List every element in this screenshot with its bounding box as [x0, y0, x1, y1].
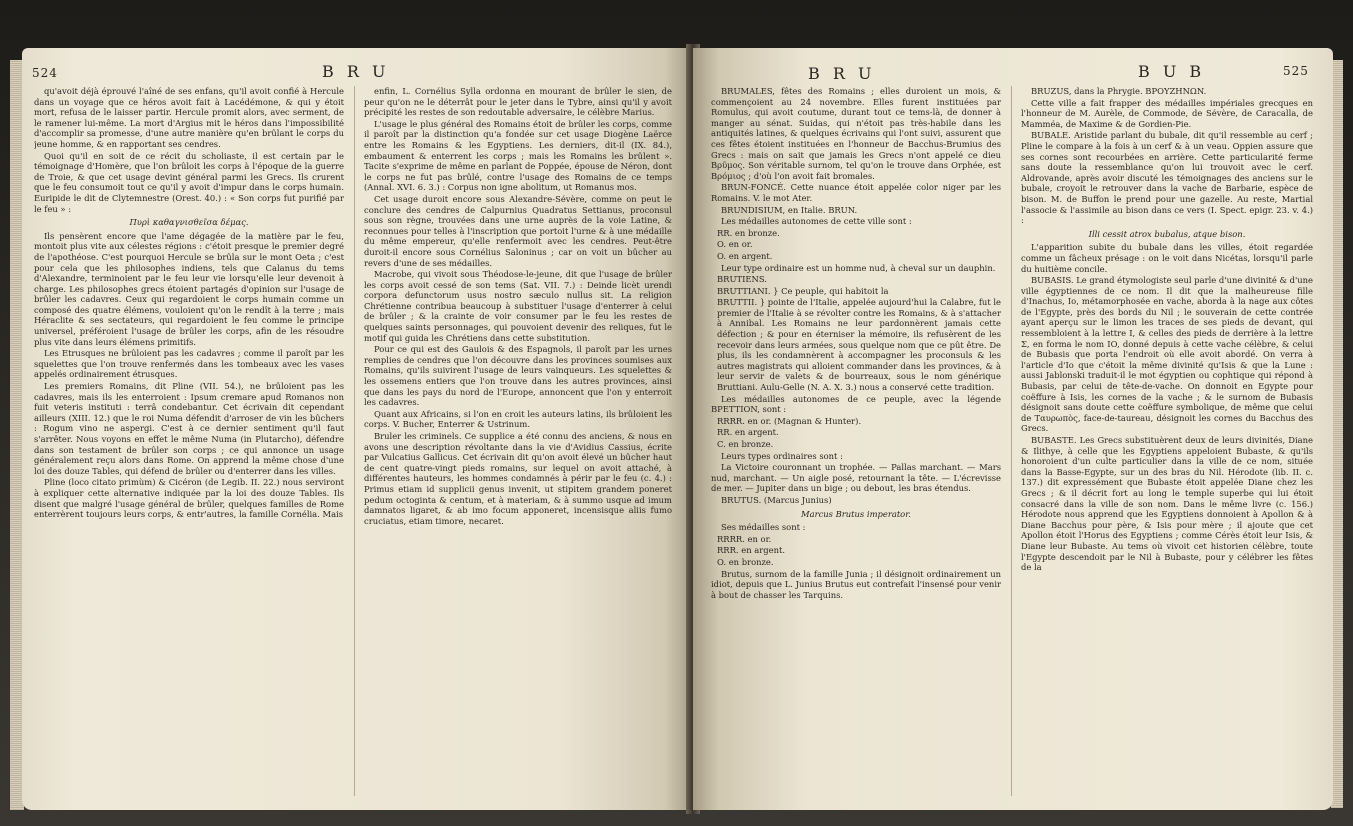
right-running-head: [693, 62, 1333, 84]
paragraph: Macrobe, qui vivoit sous Théodose-le-jeune, dit que l'usage de brûler les corps avoit cessé de son tems (Sat. VII. 7.) : Deinde licèt urendi corpora defunctorum usus nostro sæculo nullus sit. La religion Chrétienne contribua beaucoup à substituer l'usage d'enterrer à celui de brûler ; & la crainte de voir consumer par le feu les restes de quelques saints personnages, qui pouvoient devenir des reliques, fut le motif qui guida les Chrétiens dans cette substitution.: [364, 269, 672, 343]
paragraph: Pline (loco citato primùm) & Cicéron (de Legib. II. 22.) nous serviront à expliquer cette alternative indiquée par la loi des douze Tables. Ils disent que malgré l'usage général de brûler, quelques familles de Rome enterrèrent toujours leurs corps, & entr'autres, la famille Cornélia. Mais: [34, 477, 344, 520]
paragraph: Ses médailles sont :: [721, 522, 806, 533]
paragraph: L'apparition subite du bubale dans les villes, étoit regardée comme un fâcheux présage : on le voit dans Nicétas, lorsqu'il parle du huitième concile.: [1021, 242, 1313, 274]
right-running-head-left: B R U: [808, 64, 876, 83]
left-running-head-text: B R U: [322, 62, 390, 81]
paragraph: Pour ce qui est des Gaulois & des Espagnols, il paroît par les urnes remplies de cendres que l'on découvre dans les provinces soumises aux Romains, qu'ils suivirent l'usage de leurs vainqueurs. Les squelettes & les ossemens entiers que l'on trouve dans les autres provinces, ainsi que dans les pays du nord de l'Europe, annoncent que l'on y enterroit les cadavres.: [364, 344, 672, 408]
left-page-number: 524: [32, 66, 58, 80]
coin-rarity: O. en or.: [717, 239, 753, 250]
paragraph: Ils pensèrent encore que l'ame dégagée de la matière par le feu, montoit plus vite aux célestes régions : c'étoit presque le premier degré de l'apothéose. C'est pourquoi Hercule se brûla sur le mont Oeta ; c'est pour cela que les philosophes indiens, tels que Calanus du tems d'Alexandre, terminoient par le feu leur vie lorsqu'elle leur devenoit à charge. Les philosophes grecs étoient partagés d'opinion sur l'usage de brûler les cadavres. Ceux qui regardoient le corps humain comme un composé des quatre élémens, vouloient qu'on le rendît à la terre ; mais Héraclite & ses sectateurs, qui regardoient le feu comme le principe universel, préféroient l'usage de brûler les corps, afin de les résoudre plus vite dans leurs élémens primitifs.: [34, 230, 344, 347]
entry-bubasis: BUBASIS. Le grand étymologiste seul parle d'une divinité & d'une ville égyptiennes de ce nom. Il dit que la malheureuse fille d'Inachus, Io, métamorphosée en vache, aborda à la nage aux côtes de l'Egypte, près des bords du Nil ; le souverain de cette contrée ayant aperçu sur le limon les traces de ses pieds de devant, qui ressembloient à la lettre I, & celles des pieds de derrière à la lettre Σ, en forma le nom IO, donné depuis à cette vache célèbre, & celui de Bubasis que porta l'endroit où elle avoit abordé. On verra à l'article d'Io que c'étoit la même divinité qu'Isis & que la Lune : aussi Jablonski traduit-il le mot égyptien ou cophtique qui répond à Bubasis, par celui de tête-de-vache. On donnoit en Egypte pour coëffure à Isis, les cornes de la vache ; & le surnom de Bubasis désignoit sans doute cette coëffure symbolique, de même que celui de Ταυρωπὸς, face-de-taureau, désignoit les cornes du Bacchus des Grecs.: [1021, 275, 1313, 434]
column-rule: [354, 86, 355, 796]
right-page-column-1: [711, 86, 1001, 796]
coin-rarity: O. en bronze.: [717, 556, 774, 567]
left-page-column-1: [34, 86, 344, 796]
right-page: [693, 48, 1333, 810]
paragraph: L'usage le plus général des Romains étoit de brûler les corps, comme il paroît par la distinction qu'a fondée sur cet usage Diogène Laërce entre les Romains & les Egyptiens. Les derniers, dit-il (IX. 84.), embaument & enterrent les corps ; mais les Romains les brûlent ». Tacite s'exprime de même en parlant de Poppée, épouse de Néron, dont le corps ne fut pas brûlé, contre l'usage des Romains de ce temps (Annal. XVI. 6. 3.) : Corpus non igne abolitum, ut Romanus mos.: [364, 118, 672, 193]
entry-brumales: BRUMALES, fêtes des Romains ; elles duroient un mois, & commençoient au 24 novembre. Elles furent instituées par Romulus, qui avoit coutume, durant tout ce tems-là, de donner à manger au sénat. Suidas, qui n'étoit pas très-habile dans les antiquités latines, & quelques écrivains qui l'ont suivi, assurent que ces fêtes étoient instituées en l'honneur de Bacchus-Brumius des Grecs : mais on sait que jamais les Grecs n'ont appelé ce dieu Βρῦμος. Son véritable surnom, tel qu'on le trouve dans Orphée, est Βρόμιος ; d'où l'on avoit fait bromales.: [711, 86, 1001, 181]
greek-quotation: Πυρὶ καθαγνισθεῖσα δέμας.: [129, 217, 249, 228]
entry-bubaste: BUBASTE. Les Grecs substituèrent deux de leurs divinités, Diane & Ilithye, à celle que les Egyptiens appeloient Bubaste, & qu'ils honoroient d'un culte particulier dans la ville de ce nom, située dans la Basse-Egypte, sur un des bras du Nil. Hérodote (lib. II. c. 137.) dit expressément que Bubaste étoit appelée Diane chez les Grecs ; & il décrit fort au long le temple superbe qui lui étoit consacré dans la ville de son nom. Dans le même livre (c. 156.) Hérodote nous apprend que les Egyptiens donnoient à Apollon & à Diane Bacchus pour père, & Isis pour mère ; il ajoute que cet Apollon étoit l'Horus des Egyptiens ; comme Cérès étoit leur Isis, & Diane leur Bubaste. Au tems où vivoit cet historien célèbre, toute l'Egypte descendoit par le Nil à Bubaste, pour y célébrer les fêtes de la: [1021, 435, 1313, 573]
coin-rarity: RRRR. en or. (Magnan & Hunter).: [717, 415, 862, 426]
paragraph: Les premiers Romains, dit Pline (VII. 54.), ne brûloient pas les cadavres, mais ils les enterroient : Ipsum cremare apud Romanos non fuit veteris instituti : terrâ condebantur. Cet écrivain dit cependant ailleurs (XIII. 12.) que le roi Numa défendit d'arroser de vin les bûchers : Rogum vino ne aspergi. C'est à ce dernier sentiment qu'il faut s'arrêter. Nous voyons en effet le même Numa (in Plutarcho), défendre dans son testament de brûler son corps ; ce qui annonce un usage généralement reçu alors dans Rome. On apprend la même chose d'une loi des douze Tables, qui défend de brûler ou d'enterrer dans les villes.: [34, 381, 344, 476]
paragraph: Leurs types ordinaires sont :: [721, 450, 843, 461]
coin-legend: Marcus Brutus imperator.: [801, 508, 911, 519]
paragraph: Brutus, surnom de la famille Junia ; il désignoit ordinairement un idiot, depuis que L. Junius Brutus eut contrefait l'insensé pour venir à bout de chasser les Tarquins.: [711, 568, 1001, 600]
paragraph: Leur type ordinaire est un homme nud, à cheval sur un dauphin.: [721, 262, 996, 273]
right-running-head-right: B U B: [1138, 62, 1206, 81]
entry-brutus: BRUTUS. (Marcus Junius): [721, 494, 832, 505]
paragraph: Quant aux Africains, si l'on en croit les auteurs latins, ils brûloient les corps. V. Bucher, Enterrer & Ustrinum.: [364, 408, 672, 430]
left-running-head: [22, 62, 692, 84]
coin-rarity: RRR. en argent.: [717, 545, 785, 556]
right-page-number: 525: [1283, 64, 1309, 78]
paragraph: Cette ville a fait frapper des médailles impériales grecques en l'honneur de M. Aurèle, de Commode, de Sévère, de Caracalla, de Mamméa, de Maxime & de Gordien-Pie.: [1021, 97, 1313, 129]
coin-rarity: C. en bronze.: [717, 439, 774, 449]
paragraph: La Victoire couronnant un trophée. — Pallas marchant. — Mars nud, marchant. — Un aigle posé, retournant la tête. — L'écrevisse de mer. — Jupiter dans un bige ; ou debout, les bras étendus.: [711, 462, 1001, 494]
paragraph: Les médailles autonomes de cette ville sont :: [721, 216, 912, 227]
coin-rarity: RRRR. en or.: [717, 533, 772, 544]
left-page: [22, 48, 692, 810]
paragraph: Bruler les criminels. Ce supplice a été connu des anciens, & nous en avons une description révoltante dans la vie d'Avidius Cassius, écrite par Vulcatius Gallicus. Cet écrivain dit qu'on avoit élevé un bûcher haut de cent quatre-vingt pieds romains, sur lequel on avoit attaché, à différentes hauteurs, les hommes condamnés à périr par le feu (c. 4.) : Primus etiam id supplicii genus invenit, ut stipitem grandem poneret pedum octoginta & centum, et à materiam, & à summo usque ad imum damnatos ligaret, & ab imo focum apponeret, incensisque aliis fumo cruciatus, etiam timore, necaret.: [364, 431, 672, 526]
entry-bruttiani: BRUTTIANI. } Ce peuple, qui habitoit la: [717, 285, 889, 296]
paragraph: qu'avoit déjà éprouvé l'aîné de ses enfans, qu'il avoit confié à Hercule dans un voyage que ce héros avoit fait à Lacédémone, & qui y étoit mort, refusa de le laisser partir. Hercule promit alors, avec serment, de le ramener lui-même. La mort d'Argius mit le héros dans l'impossibilité d'accomplir sa promesse, d'une autre manière qu'en brûlant le corps du jeune homme, & en rapportant ses cendres.: [34, 86, 344, 149]
coin-rarity: RR. en argent.: [717, 427, 779, 438]
column-rule: [1011, 86, 1012, 796]
entry-bubale: BUBALE. Aristide parlant du bubale, dit qu'il ressemble au cerf ; Pline le compare à la fois à un cerf & à un veau. Oppien assure que ses cornes sont recourbées en arrière. Cette particularité ferme sans doute la ressemblance qu'on lui trouvoit avec le cerf. Aldrovande, après avoir discuté les témoignages des anciens sur le bubale, croyoit le retrouver dans la vache de Barbarie, espèce de bison. M. de Buffon le prend pour une gazelle. Au reste, Martial l'associe & l'assimile au bison dans ce vers (I. Spect. epigr. 23. v. 4.) :: [1021, 130, 1313, 226]
entry-brutiens: BRUTIENS.: [717, 274, 767, 285]
paragraph: Les médailles autonomes de ce peuple, avec la légende BPETTION, sont :: [711, 393, 1001, 415]
entry-brun-fonce: BRUN-FONCÉ. Cette nuance étoit appelée color niger par les Romains. V. le mot Ater.: [711, 182, 1001, 203]
right-page-column-2: [1021, 86, 1313, 796]
entry-bruttii: BRUTTII. } pointe de l'Italie, appelée aujourd'hui la Calabre, fut le premier de l'Italie à se révolter contre les Romains, & à s'attacher à Annibal. Les Romains ne leur pardonnèrent jamais cette défection ; & pour en éterniser la mémoire, ils refusèrent de les recevoir dans leurs armées, sous quelque nom que ce pût être. De plus, ils les condamnèrent à accompagner les proconsuls & les autres magistrats qui alloient commander dans les provinces, & à leur servir de valets & de bourreaux, sous le nom générique Bruttiani. Aulu-Gelle (N. A. X. 3.) nous a conservé cette tradition.: [717, 297, 1001, 393]
coin-rarity: RR. en bronze.: [717, 227, 780, 238]
paragraph: Quoi qu'il en soit de ce récit du scholiaste, il est certain par le témoignage d'Homère, que l'on brûloit les corps à l'époque de la guerre de Troie, & que cet usage devint général parmi les Grecs. Ils crurent que le feu consumoit tout ce qu'il y avoit d'impur dans le corps humain. Euripide le dit de Clytemnestre (Orest. 40.) : « Son corps fut purifié par le feu » :: [34, 150, 344, 214]
left-page-column-2: [364, 86, 672, 796]
latin-verse: Illi cessit atrox bubalus, atque bison.: [1088, 228, 1246, 239]
entry-bruzus: BRUZUS, dans la Phrygie. BPOYZHNΩN.: [1031, 86, 1207, 96]
paragraph: Les Etrusques ne brûloient pas les cadavres ; comme il paroît par les squelettes que l'on trouve renfermés dans les tombeaux avec les vases appelés ordinairement étrusques.: [34, 348, 344, 380]
entry-brundisium: BRUNDISIUM, en Italie. BRUN.: [721, 204, 858, 215]
paragraph: Cet usage duroit encore sous Alexandre-Sévère, comme on peut le conclure des cendres de Calpurnius Quadratus Settianus, proconsul sous son règne, trouvées dans une urne auprès de la voie Latine, & reconnues pour telles à l'inscription que portoit l'urne & à une médaille du même empereur, qu'elle renfermoit avec les cendres. Peut-être duroit-il encore sous Cornélius Saloninus ; car on voit un bûcher au revers d'une de ses médailles.: [364, 193, 672, 268]
coin-rarity: O. en argent.: [717, 250, 773, 261]
paragraph: enfin, L. Cornélius Sylla ordonna en mourant de brûler le sien, de peur qu'on ne le déterrât pour le jeter dans le Tybre, ainsi qu'il y avoit précipité les restes de son redoutable adversaire, le célèbre Marius.: [364, 86, 672, 118]
